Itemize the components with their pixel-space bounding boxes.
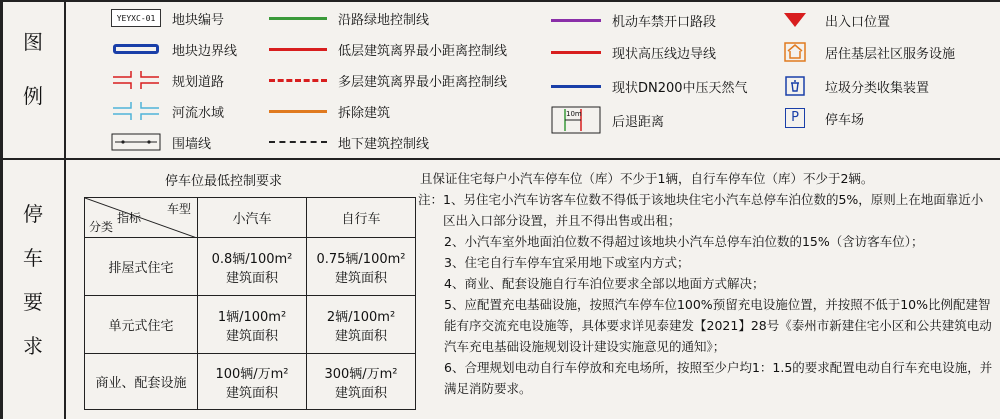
legend-label: 机动车禁开口路段 [612, 14, 717, 30]
note-text: 4、商业、配套设施自行车泊位要求全部以地面方式解决； [444, 276, 765, 291]
hv-line-symbol [551, 51, 601, 54]
entrance-triangle-icon [782, 11, 808, 29]
legend-lowrise-line [268, 37, 507, 61]
note-text: 5、应配置充电基础设施，按照汽车停车位100%预留充电设施位置，并按照不低于10%比例配建智能有序交流充电设施等，具体要求详见泰建发【2021】28号《泰州市新建住宅小区和公共建筑电动汽车充电基础设施规划设计建设实施意见的通知》； [444, 297, 992, 354]
note-item [418, 357, 993, 399]
value-unit-line: 建筑面积 [334, 385, 387, 401]
value-unit-line: 建筑面积 [225, 270, 278, 286]
underground-line-symbol [269, 141, 327, 143]
side-char: 求 [23, 334, 43, 358]
legend-label: 现状高压线边导线 [612, 46, 717, 62]
note-text: 1、另住宅小汽车访客车位数不得低于该地块住宅小汽车总停车泊位数的5%，原则上在地面靠近小区出入口部分设置，并且不得出售或出租； [443, 192, 984, 228]
legend-parcel-boundary [110, 37, 237, 61]
value-line: 0.75辆/100m² [316, 251, 406, 267]
row-bike-value [307, 296, 416, 354]
note-text: 2、小汽车室外地面泊位数不得超过该地块小汽车总停车泊位数的15%（含访客车位）； [444, 234, 924, 249]
legend-label: 地块编号 [172, 12, 225, 28]
parking-notes [418, 168, 993, 399]
table-row [85, 296, 416, 354]
legend-label: 停车场 [825, 112, 865, 128]
table-row [85, 354, 416, 410]
legend-community-service [775, 40, 955, 64]
value-line: 100辆/万m² [215, 366, 289, 382]
demolish-symbol [269, 110, 327, 113]
note-item [418, 231, 993, 252]
legend-demolish [268, 99, 390, 123]
legend-underground-line [268, 130, 429, 154]
legend-label: 多层建筑离界最小距离控制线 [338, 74, 508, 90]
legend-river [110, 99, 224, 123]
legend-green-line [268, 6, 429, 30]
trash-bin-icon [784, 75, 806, 97]
legend-label: 地块边界线 [172, 43, 238, 59]
notes-prefix: 注： [418, 192, 444, 207]
legend-label: 地下建筑控制线 [338, 136, 430, 152]
corner-label-category: 分类 [89, 220, 114, 234]
parking-icon: P [785, 108, 805, 128]
frame-divider-vertical [64, 0, 66, 419]
legend-label: 规划道路 [172, 74, 225, 90]
header-car: 小汽车 [198, 198, 307, 238]
legend-label: 围墙线 [172, 136, 212, 152]
value-unit-line: 建筑面积 [334, 270, 387, 286]
side-char: 车 [23, 246, 43, 270]
corner-label-index: 指标 [117, 211, 142, 225]
legend-label: 低层建筑离界最小距离控制线 [338, 43, 508, 59]
parking-table-title: 停车位最低控制要求 [165, 174, 283, 189]
table-row [85, 238, 416, 296]
river-symbol [111, 100, 161, 122]
row-bike-value [307, 354, 416, 410]
legend-hv-line [550, 40, 716, 64]
legend-side-label [8, 22, 58, 116]
wall-line-symbol [111, 131, 161, 153]
note-item [418, 189, 993, 231]
legend-label: 出入口位置 [825, 14, 891, 30]
note-item [418, 252, 993, 273]
parcel-boundary-symbol [113, 44, 159, 54]
legend-label: 河流水域 [172, 105, 225, 121]
legend-parking [775, 106, 864, 130]
legend-parcel-code [110, 6, 224, 30]
legend-multirise-line [268, 68, 507, 92]
legend-label: 沿路绿地控制线 [338, 12, 430, 28]
value-line: 1辆/100m² [217, 309, 287, 325]
planned-road-symbol [111, 69, 161, 91]
row-car-value [198, 354, 307, 410]
side-char: 例 [23, 84, 43, 108]
legend-gas-line [550, 74, 748, 98]
row-car-value [198, 296, 307, 354]
frame-divider-horizontal [0, 158, 1000, 160]
value-line: 2辆/100m² [326, 309, 396, 325]
legend-no-opening [550, 8, 716, 32]
legend-planned-road [110, 68, 224, 92]
setback-code: 10m [566, 110, 582, 118]
value-unit-line: 建筑面积 [334, 328, 387, 344]
gas-line-symbol [551, 85, 601, 88]
side-char: 停 [23, 202, 43, 226]
parking-side-label [8, 192, 58, 368]
legend-label: 拆除建筑 [338, 105, 391, 121]
row-category: 排屋式住宅 [85, 238, 198, 296]
row-category: 商业、配套设施 [85, 354, 198, 410]
note-item [418, 273, 993, 294]
value-line: 0.8辆/100m² [211, 251, 293, 267]
corner-label-vehicle: 车型 [166, 202, 191, 216]
green-line-symbol [269, 17, 327, 20]
legend-wall-line [110, 130, 211, 154]
row-category: 单元式住宅 [85, 296, 198, 354]
parking-table [84, 197, 416, 410]
legend-entrance [775, 8, 890, 32]
value-unit-line: 建筑面积 [225, 328, 278, 344]
row-bike-value [307, 238, 416, 296]
legend-trash-sorting [775, 74, 929, 98]
lowrise-line-symbol [269, 48, 327, 51]
row-car-value [198, 238, 307, 296]
value-line: 300辆/万m² [324, 366, 398, 382]
parcel-code-symbol: YEYXC-01 [111, 9, 161, 27]
header-corner-cell [85, 198, 198, 238]
notes-intro: 且保证住宅每户小汽车停车位（库）不少于1辆，自行车停车位（库）不少于2辆。 [420, 171, 874, 186]
legend-label: 后退距离 [612, 114, 665, 130]
side-char: 要 [23, 290, 43, 314]
note-text: 3、住宅自行车停车宜采用地下或室内方式； [444, 255, 690, 270]
community-service-icon [783, 41, 807, 63]
no-opening-symbol [551, 19, 601, 22]
legend-label: 垃圾分类收集装置 [825, 80, 930, 96]
multirise-line-symbol [269, 79, 327, 82]
note-item [418, 294, 993, 357]
legend-label: 现状DN200中压天然气 [612, 80, 748, 96]
table-header-row [85, 198, 416, 238]
side-char: 图 [23, 30, 43, 54]
legend-label: 居住基层社区服务设施 [825, 46, 956, 62]
note-text: 6、合理规划电动自行车停放和充电场所，按照至少户均1：1.5的要求配置电动自行车充电设施，并满足消防要求。 [444, 360, 993, 396]
header-bike: 自行车 [307, 198, 416, 238]
value-unit-line: 建筑面积 [225, 385, 278, 401]
legend-setback [550, 106, 664, 134]
